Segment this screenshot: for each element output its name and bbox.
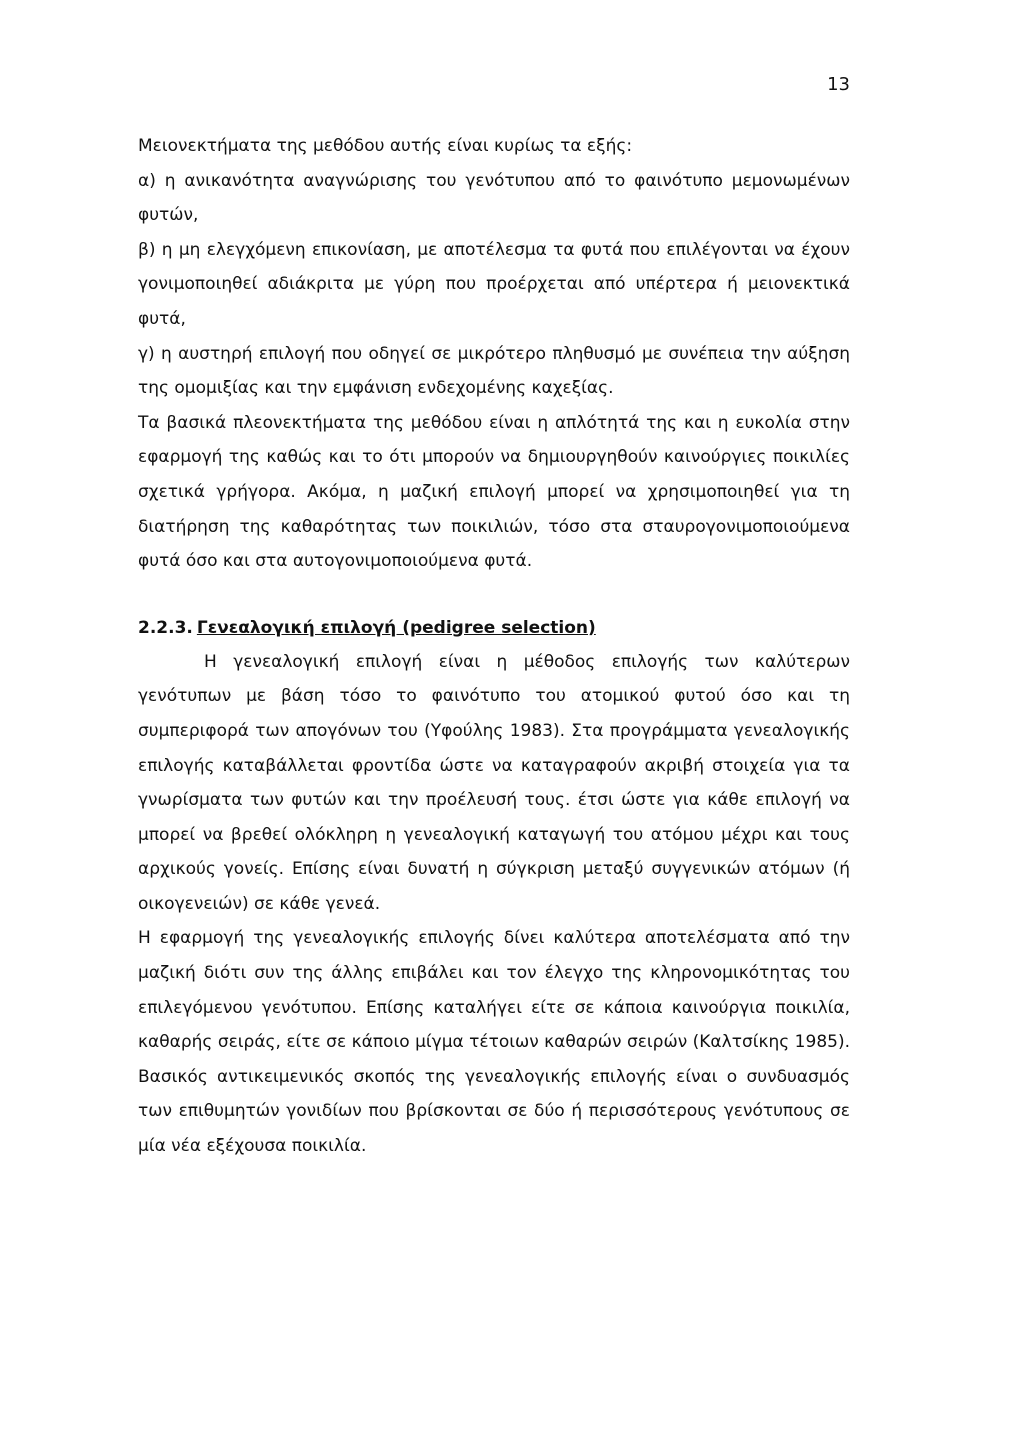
page-content: [138, 129, 850, 1164]
section-heading: [138, 611, 850, 645]
paragraph-disadvantage-c: γ) η αυστηρή επιλογή που οδηγεί σε μικρότερο πληθυσμό με συνέπεια την αύξηση της ομομιξίας και την εμφάνιση ενδεχομένης καχεξίας.: [138, 343, 850, 399]
paragraph-advantages: Τα βασικά πλεονεκτήματα της μεθόδου είναι η απλότητά της και η ευκολία στην εφαρμογή της καθώς και το ότι μπορούν να δημιουργηθούν καινούργιες ποικιλίες σχετικά γρήγορα. Ακόμα, η μαζική επιλογή μπορεί να χρησιμοποιηθεί για τη διατήρηση της καθαρότητας των ποικιλιών, τόσο στα σταυρογονιμοποιούμενα φυτά όσο και στα αυτογονιμοποιούμενα φυτά.: [138, 412, 850, 572]
section-title: Γενεαλογική επιλογή (pedigree selection): [196, 617, 596, 638]
paragraph-disadvantage-a: α) η ανικανότητα αναγνώρισης του γενότυπου από το φαινότυπο μεμονωμένων φυτών,: [138, 170, 850, 226]
paragraph-disadvantage-b: β) η μη ελεγχόμενη επικονίαση, με αποτέλεσμα τα φυτά που επιλέγονται να έχουν γονιμοποιηθεί αδιάκριτα με γύρη που προέρχεται από υπέρτερα ή μειονεκτικά φυτά,: [138, 239, 850, 329]
paragraph-pedigree-application: Η εφαρμογή της γενεαλογικής επιλογής δίνει καλύτερα αποτελέσματα από την μαζική διότι συν της άλλης επιβάλει και τον έλεγχο της κληρονομικότητας του επιλεγόμενου γενότυπου. Επίσης καταλήγει είτε σε κάποια καινούργια ποικιλία, καθαρής σειράς, είτε σε κάποιο μίγμα τέτοιων καθαρών σειρών (Καλτσίκης 1985). Βασικός αντικειμενικός σκοπός της γενεαλογικής επιλογής είναι ο συνδυασμός των επιθυμητών γονιδίων που βρίσκονται σε δύο ή περισσότερους γενότυπους σε μία νέα εξέχουσα ποικιλία.: [138, 928, 850, 1157]
section-number: 2.2.3.: [138, 617, 193, 638]
page-number: 13: [827, 74, 850, 95]
paragraph-pedigree-definition: Η γενεαλογική επιλογή είναι η μέθοδος επιλογής των καλύτερων γενότυπων με βάση τόσο το φαινότυπο του ατομικού φυτού όσο και τη συμπεριφορά των απογόνων του (Υφούλης 1983). Στα προγράμματα γενεαλογικής επιλογής καταβάλλεται φροντίδα ώστε να καταγραφούν ακριβή στοιχεία για τα γνωρίσματα των φυτών και την προέλευσή τους. έτσι ώστε για κάθε επιλογή να μπορεί να βρεθεί ολόκληρη η γενεαλογική καταγωγή του ατόμου μέχρι και τους αρχικούς γονείς. Επίσης είναι δυνατή η σύγκριση μεταξύ συγγενικών ατόμων (ή οικογενειών) σε κάθε γενεά.: [138, 651, 850, 914]
paragraph-disadvantages-intro: Μειονεκτήματα της μεθόδου αυτής είναι κυρίως τα εξής:: [138, 136, 633, 156]
